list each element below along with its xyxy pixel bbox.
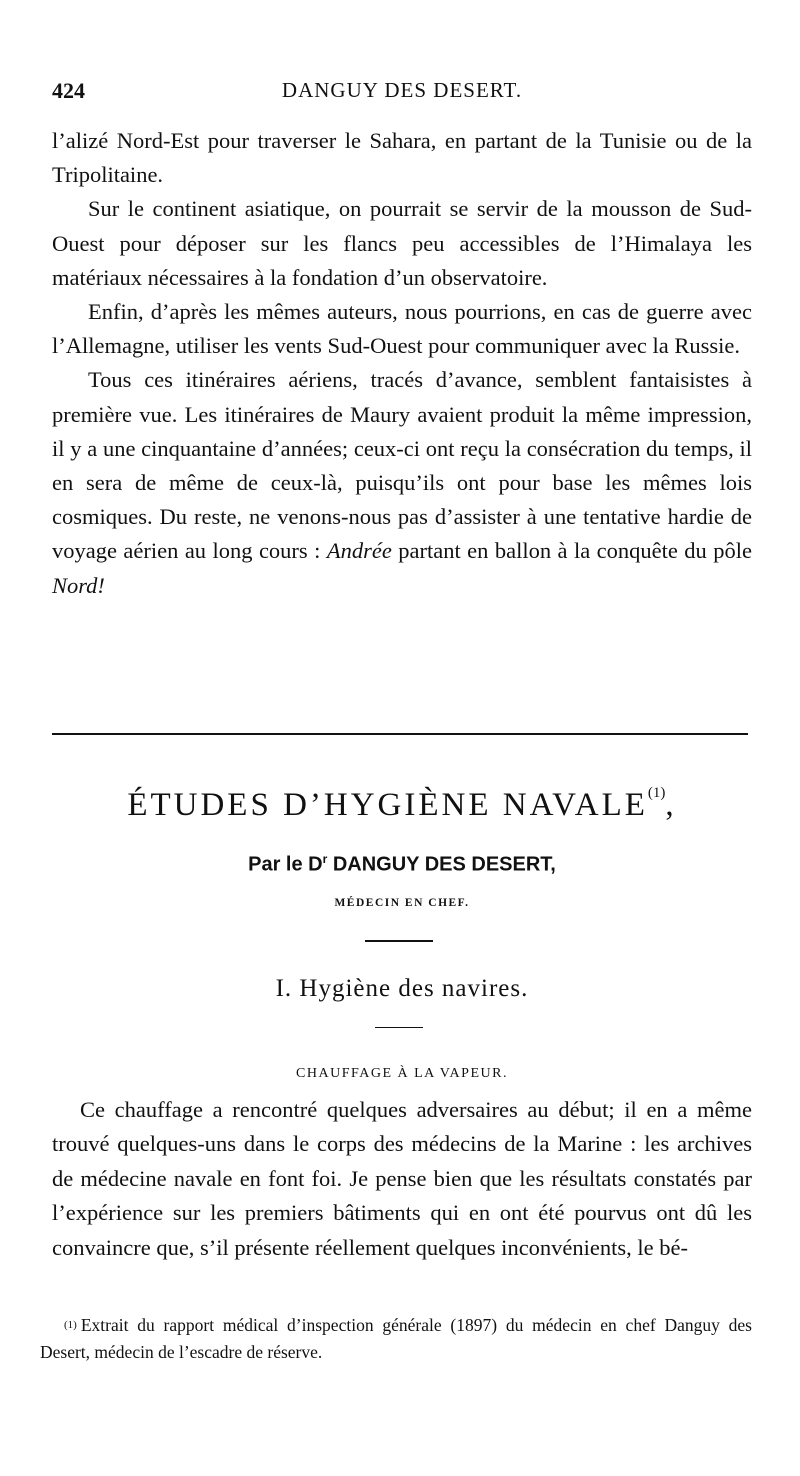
short-divider [365,940,433,942]
paragraph: l’alizé Nord-Est pour traverser le Sahara, en partant de la Tunisie ou de la Tripolitaine. [52,128,752,188]
footnote-marker: (1) [64,1319,77,1331]
section-title-comma: , [665,787,677,823]
paragraph: Enfin, d’après les mêmes auteurs, nous pourrions, en cas de guerre avec l’Allemagne, utiliser les vents Sud-Ouest pour communiquer avec la Russie. [52,299,752,359]
section-title-text: ÉTUDES D’HYGIÈNE NAVALE [127,787,648,823]
footnote [40,1312,752,1366]
subsection-title: I. Hygiène des navires. [275,975,529,1002]
body-text-top [52,124,752,603]
italic-name: Andrée [326,538,392,564]
subheading: CHAUFFAGE À LA VAPEUR. [296,1066,508,1081]
italic-end: Nord! [52,572,105,598]
byline-name: DANGUY DES DESERT, [327,853,556,876]
byline-sup: r [322,852,328,866]
footnote-reference: (1) [647,785,666,801]
author-role: MÉDECIN EN CHEF. [334,897,470,909]
paragraph-text-continued: partant en ballon à la conquête du pôle [391,538,752,564]
section-divider [52,733,748,735]
page-number: 424 [52,78,85,103]
footnote-text: Extrait du rapport médical d’inspection générale (1897) du médecin en chef Danguy des Desert, médecin de l’escadre de réserve. [40,1315,752,1362]
byline [52,852,752,877]
section-title [52,787,752,824]
paragraph-text: Tous ces itinéraires aériens, tracés d’avance, semblent fantaisistes à première vue. Les itinéraires de Maury avaient produit la même impression, il y a une cinquantaine d’années; ceux-ci ont reçu la consécration du temps, il en sera de même de ceux-là, puisqu’ils ont pour base les mêmes lois cosmiques. Du reste, ne venons-nous pas d’assister à une tentative hardie de voyage aérien au long cours : [52,367,752,564]
paragraph: Ce chauffage a rencontré quelques adversaires au début; il en a même trouvé quelques-uns dans le corps des médecins de la Marine : les archives de médecine navale en font foi. Je pense bien que les résultats constatés par l’expérience sur les premiers bâtiments qui en ont été pourvus ont dû les convaincre que, s’il présente réellement quelques inconvénients, le bé- [52,1097,752,1260]
paragraph [52,363,752,602]
page-header [52,78,752,110]
byline-prefix: Par le D [248,853,323,876]
running-title: DANGUY DES DESERT. [281,78,523,102]
paragraph: Sur le continent asiatique, on pourrait se servir de la mousson de Sud-Ouest pour déposer sur les flancs peu accessibles de l’Himalaya les matériaux nécessaires à la fondation d’un observatoire. [52,196,752,290]
body-text-bottom [52,1093,752,1265]
short-divider-2 [375,1027,423,1028]
